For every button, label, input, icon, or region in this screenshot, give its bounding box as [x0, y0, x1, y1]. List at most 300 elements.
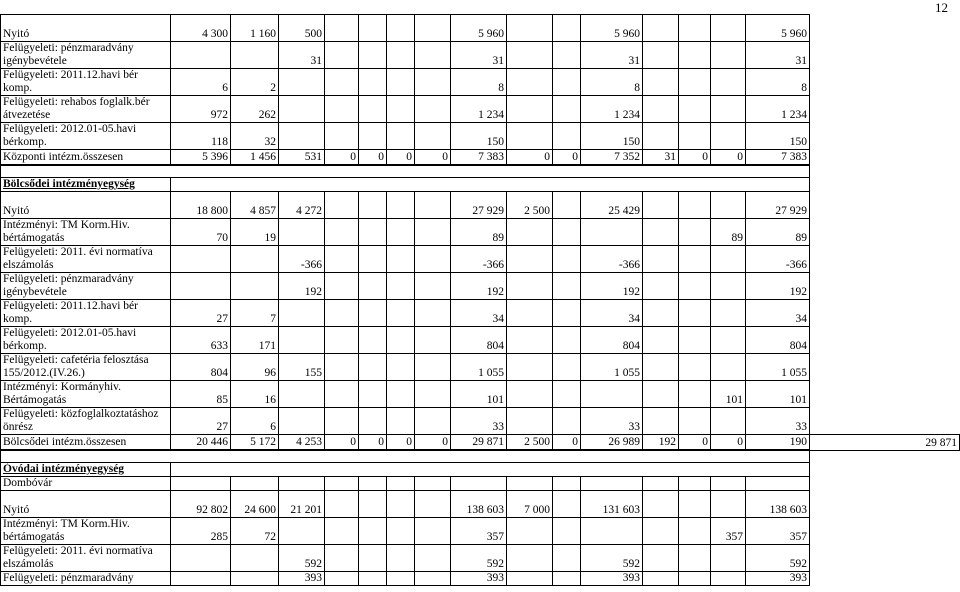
value-cell: 8	[746, 69, 810, 96]
value-cell	[553, 15, 581, 42]
value-cell	[279, 300, 325, 327]
table-row	[1, 123, 960, 150]
row-label: Központi intézm.összesen	[1, 150, 171, 166]
value-cell	[359, 518, 387, 545]
value-cell	[553, 381, 581, 408]
value-cell	[325, 491, 359, 518]
table-row	[1, 518, 960, 545]
value-cell: 6	[171, 69, 231, 96]
value-cell	[507, 273, 553, 300]
value-cell	[325, 192, 359, 219]
value-cell	[553, 246, 581, 273]
value-cell	[279, 219, 325, 246]
value-cell: 25 429	[581, 192, 643, 219]
value-cell: 192	[643, 435, 679, 451]
value-cell: 89	[451, 219, 507, 246]
value-cell: 0	[553, 435, 581, 451]
value-cell	[711, 572, 746, 586]
value-cell: 1 055	[746, 354, 810, 381]
value-cell: 101	[746, 381, 810, 408]
value-cell: 0	[679, 435, 711, 451]
value-cell	[507, 354, 553, 381]
value-cell	[711, 273, 746, 300]
value-cell: 5 172	[231, 435, 279, 451]
value-cell	[643, 408, 679, 435]
value-cell: 5 960	[581, 15, 643, 42]
value-cell: 85	[171, 381, 231, 408]
value-cell	[325, 518, 359, 545]
value-cell	[359, 545, 387, 572]
value-cell	[387, 42, 415, 69]
value-cell: 192	[746, 273, 810, 300]
value-cell	[171, 572, 231, 586]
value-cell	[679, 572, 711, 586]
value-cell	[359, 123, 387, 150]
value-cell	[279, 69, 325, 96]
value-cell	[325, 572, 359, 586]
value-cell: 171	[231, 327, 279, 354]
value-cell: 2	[231, 69, 279, 96]
value-cell	[643, 545, 679, 572]
value-cell	[359, 572, 387, 586]
value-cell: 633	[171, 327, 231, 354]
row-label: Nyitó	[1, 491, 171, 518]
value-cell	[711, 477, 746, 491]
value-cell: -366	[279, 246, 325, 273]
value-cell	[679, 491, 711, 518]
value-cell	[415, 192, 451, 219]
table-row	[1, 219, 960, 246]
gap-cell	[1, 165, 810, 178]
value-cell	[507, 42, 553, 69]
value-cell	[325, 246, 359, 273]
value-cell: 7	[231, 300, 279, 327]
value-cell	[643, 123, 679, 150]
row-label: Felügyeleti: cafetéria felosztása 155/2012.(IV.26.)	[1, 354, 171, 381]
table-row	[1, 300, 960, 327]
row-label: Felügyeleti: pénzmaradvány igénybevétele	[1, 42, 171, 69]
value-cell	[553, 327, 581, 354]
table-row	[1, 15, 960, 42]
value-cell	[711, 327, 746, 354]
row-label: Intézményi: TM Korm.Hiv. bértámogatás	[1, 219, 171, 246]
value-cell	[553, 491, 581, 518]
value-cell: 7 352	[581, 150, 643, 166]
value-cell	[507, 15, 553, 42]
value-cell	[387, 219, 415, 246]
value-cell	[711, 491, 746, 518]
row-label: Bölcsődei intézm.összesen	[1, 435, 171, 451]
table-row	[1, 491, 960, 518]
value-cell: 0	[553, 150, 581, 166]
value-cell	[643, 354, 679, 381]
table-row	[1, 96, 960, 123]
value-cell	[507, 381, 553, 408]
section-title: Óvódai intézményegység	[1, 463, 171, 477]
section-gap	[1, 165, 960, 178]
value-cell: 8	[581, 69, 643, 96]
budget-table	[0, 14, 960, 586]
value-cell	[387, 408, 415, 435]
value-cell: 27	[171, 408, 231, 435]
value-cell: 19	[231, 219, 279, 246]
value-cell: 131 603	[581, 491, 643, 518]
value-cell	[643, 477, 679, 491]
value-cell	[415, 545, 451, 572]
value-cell: 33	[581, 408, 643, 435]
value-cell	[387, 545, 415, 572]
value-cell: 24 600	[231, 491, 279, 518]
value-cell	[279, 123, 325, 150]
value-cell	[711, 545, 746, 572]
value-cell	[643, 491, 679, 518]
value-cell: 155	[279, 354, 325, 381]
value-cell	[325, 327, 359, 354]
value-cell: 592	[279, 545, 325, 572]
row-label: Felügyeleti: pénzmaradvány	[1, 572, 171, 586]
value-cell: 1 055	[451, 354, 507, 381]
value-cell	[387, 192, 415, 219]
value-cell: 6	[231, 408, 279, 435]
value-cell: 592	[746, 545, 810, 572]
value-cell	[643, 15, 679, 42]
value-cell: 1 234	[746, 96, 810, 123]
value-cell	[553, 518, 581, 545]
value-cell: 89	[746, 219, 810, 246]
value-cell	[279, 477, 325, 491]
value-cell: 4 272	[279, 192, 325, 219]
row-label: Intézményi: Kormányhiv. Bértámogatás	[1, 381, 171, 408]
value-cell: 0	[711, 435, 746, 451]
value-cell	[415, 300, 451, 327]
value-cell	[171, 545, 231, 572]
value-cell: 531	[279, 150, 325, 166]
value-cell: 592	[451, 545, 507, 572]
value-cell	[553, 477, 581, 491]
value-cell	[231, 572, 279, 586]
value-cell: 27 929	[746, 192, 810, 219]
value-cell	[711, 69, 746, 96]
value-cell: 34	[451, 300, 507, 327]
value-cell	[415, 69, 451, 96]
value-cell	[553, 273, 581, 300]
value-cell	[387, 96, 415, 123]
value-cell	[507, 123, 553, 150]
row-label: Intézményi: TM Korm.Hiv. bértámogatás	[1, 518, 171, 545]
value-cell: 138 603	[746, 491, 810, 518]
value-cell	[507, 96, 553, 123]
value-cell: 31	[746, 42, 810, 69]
value-cell: 5 960	[451, 15, 507, 42]
value-cell: 0	[415, 150, 451, 166]
value-cell	[679, 477, 711, 491]
value-cell: 31	[643, 150, 679, 166]
value-cell	[643, 219, 679, 246]
value-cell: 0	[711, 150, 746, 166]
value-cell: 31	[581, 42, 643, 69]
value-cell	[325, 381, 359, 408]
value-cell: 20 446	[171, 435, 231, 451]
value-cell: 70	[171, 219, 231, 246]
value-cell: 34	[581, 300, 643, 327]
value-cell	[679, 15, 711, 42]
value-cell	[679, 545, 711, 572]
table-row	[1, 327, 960, 354]
value-cell	[325, 354, 359, 381]
value-cell	[415, 408, 451, 435]
value-cell: 8	[451, 69, 507, 96]
value-cell	[415, 273, 451, 300]
value-cell	[553, 572, 581, 586]
value-cell	[643, 518, 679, 545]
value-cell	[325, 300, 359, 327]
value-cell	[507, 477, 553, 491]
value-cell: 4 857	[231, 192, 279, 219]
table-row	[1, 273, 960, 300]
value-cell	[387, 123, 415, 150]
value-cell	[507, 408, 553, 435]
value-cell	[711, 123, 746, 150]
value-cell: 804	[171, 354, 231, 381]
value-cell	[553, 408, 581, 435]
value-cell	[325, 408, 359, 435]
value-cell	[279, 518, 325, 545]
value-cell	[325, 42, 359, 69]
value-cell	[643, 192, 679, 219]
value-cell	[279, 96, 325, 123]
value-cell: 92 802	[171, 491, 231, 518]
value-cell: 393	[451, 572, 507, 586]
value-cell	[387, 273, 415, 300]
value-cell: 31	[451, 42, 507, 69]
value-cell: 500	[279, 15, 325, 42]
value-cell	[415, 491, 451, 518]
row-label: Felügyeleti: 2011. évi normatíva elszámolás	[1, 246, 171, 273]
value-cell	[359, 408, 387, 435]
value-cell	[387, 572, 415, 586]
value-cell	[643, 572, 679, 586]
table-row	[1, 192, 960, 219]
value-cell	[415, 354, 451, 381]
value-cell	[553, 300, 581, 327]
value-cell: 393	[279, 572, 325, 586]
value-cell	[679, 327, 711, 354]
value-cell	[643, 246, 679, 273]
value-cell: 393	[581, 572, 643, 586]
row-label: Felügyeleti: 2012.01-05.havi bérkomp.	[1, 327, 171, 354]
value-cell: 1 456	[231, 150, 279, 166]
table-row	[1, 381, 960, 408]
table-row	[1, 477, 960, 491]
value-cell	[171, 273, 231, 300]
value-cell	[553, 69, 581, 96]
table-row	[1, 545, 960, 572]
value-cell	[415, 381, 451, 408]
value-cell: 32	[231, 123, 279, 150]
value-cell	[359, 491, 387, 518]
table-row	[1, 408, 960, 435]
value-cell: 804	[581, 327, 643, 354]
value-cell	[325, 15, 359, 42]
value-cell	[679, 408, 711, 435]
value-cell	[553, 219, 581, 246]
value-cell: 150	[451, 123, 507, 150]
value-cell	[679, 123, 711, 150]
value-cell	[679, 381, 711, 408]
value-cell	[171, 246, 231, 273]
value-cell	[581, 477, 643, 491]
value-cell: -366	[451, 246, 507, 273]
value-cell: 118	[171, 123, 231, 150]
value-cell: 33	[746, 408, 810, 435]
value-cell: 4 300	[171, 15, 231, 42]
value-cell: 1 234	[581, 96, 643, 123]
value-cell	[507, 300, 553, 327]
section-filler	[171, 463, 810, 477]
value-cell	[507, 69, 553, 96]
value-cell	[553, 545, 581, 572]
value-cell	[359, 477, 387, 491]
value-cell	[679, 246, 711, 273]
value-cell: 150	[746, 123, 810, 150]
value-cell: 0	[387, 150, 415, 166]
value-cell	[711, 15, 746, 42]
value-cell: 29 871	[810, 435, 960, 451]
value-cell: 27 929	[451, 192, 507, 219]
value-cell: 285	[171, 518, 231, 545]
total-row	[1, 150, 960, 166]
value-cell: 262	[231, 96, 279, 123]
value-cell	[359, 354, 387, 381]
page-number: 12	[935, 0, 948, 15]
value-cell: 5 960	[746, 15, 810, 42]
value-cell: 29 871	[451, 435, 507, 451]
value-cell	[711, 42, 746, 69]
value-cell	[415, 123, 451, 150]
value-cell: 592	[581, 545, 643, 572]
value-cell: 0	[415, 435, 451, 451]
value-cell: 357	[451, 518, 507, 545]
value-cell	[507, 327, 553, 354]
value-cell	[711, 192, 746, 219]
value-cell	[711, 300, 746, 327]
value-cell	[231, 545, 279, 572]
value-cell: 101	[711, 381, 746, 408]
value-cell	[415, 518, 451, 545]
value-cell	[507, 219, 553, 246]
value-cell: 0	[679, 150, 711, 166]
value-cell: 1 055	[581, 354, 643, 381]
row-label: Nyitó	[1, 15, 171, 42]
value-cell	[679, 518, 711, 545]
value-cell: 1 234	[451, 96, 507, 123]
value-cell: 101	[451, 381, 507, 408]
section-header-row	[1, 463, 960, 477]
value-cell	[325, 477, 359, 491]
row-label: Felügyeleti: pénzmaradvány igénybevétele	[1, 273, 171, 300]
value-cell: 0	[387, 435, 415, 451]
value-cell: 192	[279, 273, 325, 300]
value-cell	[581, 219, 643, 246]
value-cell	[415, 477, 451, 491]
value-cell	[711, 354, 746, 381]
section-filler	[171, 178, 810, 192]
value-cell	[415, 219, 451, 246]
value-cell: 357	[711, 518, 746, 545]
value-cell	[507, 518, 553, 545]
value-cell	[231, 477, 279, 491]
table-row	[1, 572, 960, 586]
value-cell: 26 989	[581, 435, 643, 451]
value-cell	[325, 545, 359, 572]
value-cell	[643, 69, 679, 96]
value-cell	[359, 381, 387, 408]
value-cell: 150	[581, 123, 643, 150]
value-cell	[643, 381, 679, 408]
value-cell	[387, 354, 415, 381]
section-header-row	[1, 178, 960, 192]
value-cell	[387, 69, 415, 96]
value-cell	[679, 219, 711, 246]
value-cell	[387, 518, 415, 545]
row-label: Dombóvár	[1, 477, 171, 491]
value-cell	[581, 518, 643, 545]
value-cell	[279, 408, 325, 435]
value-cell	[359, 327, 387, 354]
value-cell	[325, 96, 359, 123]
value-cell: -366	[581, 246, 643, 273]
value-cell	[679, 300, 711, 327]
value-cell	[359, 273, 387, 300]
value-cell: 21 201	[279, 491, 325, 518]
value-cell: 2 500	[507, 192, 553, 219]
value-cell: 357	[746, 518, 810, 545]
table-row	[1, 354, 960, 381]
value-cell: 190	[746, 435, 810, 451]
value-cell: 0	[359, 435, 387, 451]
value-cell	[679, 69, 711, 96]
value-cell	[451, 477, 507, 491]
value-cell: 5 396	[171, 150, 231, 166]
value-cell: 0	[325, 435, 359, 451]
row-label: Felügyeleti: 2011.12.havi bér komp.	[1, 300, 171, 327]
value-cell: 804	[746, 327, 810, 354]
value-cell: 138 603	[451, 491, 507, 518]
value-cell	[679, 96, 711, 123]
value-cell	[746, 477, 810, 491]
value-cell	[581, 381, 643, 408]
value-cell: 7 383	[746, 150, 810, 166]
value-cell	[171, 477, 231, 491]
value-cell	[279, 381, 325, 408]
row-label: Felügyeleti: 2011.12.havi bér komp.	[1, 69, 171, 96]
value-cell: 192	[451, 273, 507, 300]
value-cell	[359, 300, 387, 327]
value-cell	[643, 300, 679, 327]
value-cell	[415, 246, 451, 273]
value-cell: 34	[746, 300, 810, 327]
row-label: Nyitó	[1, 192, 171, 219]
value-cell: 0	[359, 150, 387, 166]
value-cell	[387, 327, 415, 354]
value-cell	[359, 246, 387, 273]
value-cell: 4 253	[279, 435, 325, 451]
value-cell: 972	[171, 96, 231, 123]
value-cell	[415, 327, 451, 354]
value-cell: 2 500	[507, 435, 553, 451]
value-cell	[359, 192, 387, 219]
value-cell	[679, 42, 711, 69]
